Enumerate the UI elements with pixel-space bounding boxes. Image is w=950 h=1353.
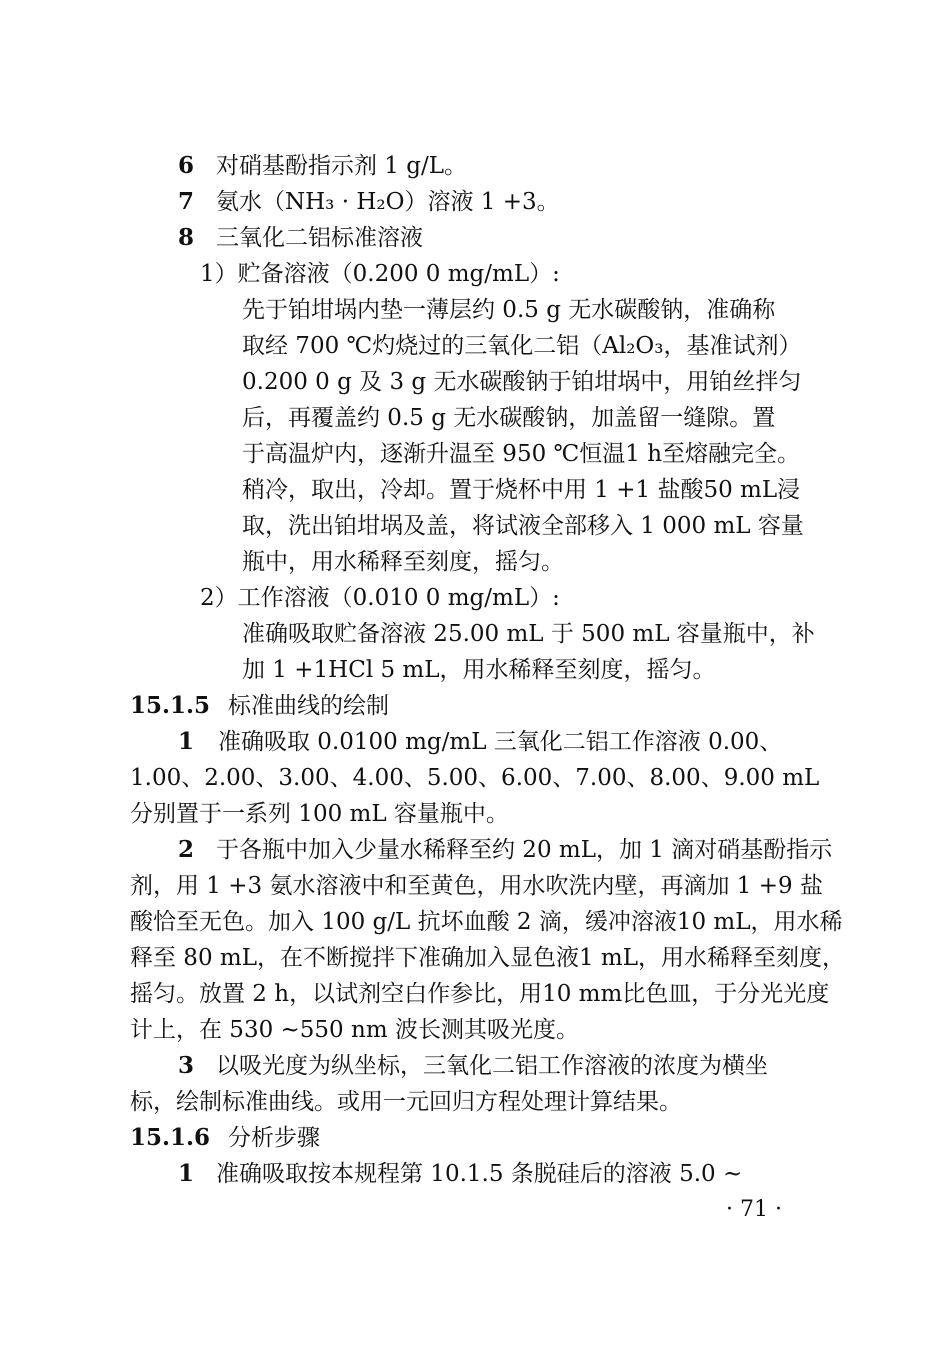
working-line: 加 1 +1HCl 5 mL，用水稀释至刻度，摇匀。 [242, 657, 716, 683]
step-text: 于各瓶中加入少量水稀释至约 20 mL，加 1 滴对硝基酚指示 [216, 837, 833, 863]
item-text: 三氧化二铝标准溶液 [216, 225, 423, 251]
item-number: 6 [178, 152, 195, 179]
paragraph-line: 酸恰至无色。加入 100 g/L 抗坏血酸 2 滴，缓冲溶液10 mL，用水稀 [130, 909, 843, 935]
stock-line: 稍冷，取出，冷却。置于烧杯中用 1 +1 盐酸50 mL浸 [242, 477, 801, 503]
paragraph-line: 1.00、2.00、3.00、4.00、5.00、6.00、7.00、8.00、9.00 mL [130, 765, 820, 791]
item-text: 对硝基酚指示剂 1 g/L。 [216, 153, 468, 179]
page-number: · 71 · [726, 1197, 782, 1222]
section-title: 标准曲线的绘制 [228, 693, 390, 719]
section-title: 分析步骤 [228, 1125, 321, 1151]
paragraph-line: 释至 80 mL，在不断搅拌下准确加入显色液1 mL，用水稀释至刻度， [130, 945, 845, 971]
item-text: 氨水（NH₃ · H₂O）溶液 1 +3。 [216, 189, 560, 215]
paragraph-first-line [178, 832, 832, 868]
step-text: 准确吸取按本规程第 10.1.5 条脱硅后的溶液 5.0 ~ [216, 1161, 743, 1187]
stock-line: 取，洗出铂坩埚及盖，将试液全部移入 1 000 mL 容量 [242, 513, 804, 539]
section-heading [130, 1120, 320, 1156]
list-item [178, 220, 423, 256]
working-line: 准确吸取贮备溶液 25.00 mL 于 500 mL 容量瓶中，补 [242, 621, 815, 647]
stock-line: 先于铂坩埚内垫一薄层约 0.5 g 无水碳酸钠，准确称 [242, 297, 776, 323]
paragraph-line: 剂，用 1 +3 氨水溶液中和至黄色，用水吹洗内壁，再滴加 1 +9 盐 [130, 873, 823, 899]
list-item [178, 148, 467, 184]
item-number: 8 [178, 224, 195, 251]
paragraph-line: 标，绘制标准曲线。或用一元回归方程处理计算结果。 [130, 1089, 682, 1115]
step-text: 以吸光度为纵坐标，三氧化二铝工作溶液的浓度为横坐 [216, 1053, 768, 1079]
stock-solution-heading: 1）贮备溶液（0.200 0 mg/mL）: [200, 261, 560, 287]
paragraph-line: 计上，在 530 ~550 nm 波长测其吸光度。 [130, 1017, 579, 1043]
paragraph-line: 分别置于一系列 100 mL 容量瓶中。 [130, 801, 509, 827]
stock-line: 0.200 0 g 及 3 g 无水碳酸钠于铂坩埚中，用铂丝拌匀 [242, 369, 802, 395]
stock-line: 取经 700 ℃灼烧过的三氧化二铝（Al₂O₃，基准试剂） [242, 333, 802, 359]
section-number: 15.1.6 [130, 1124, 211, 1151]
paragraph-first-line [178, 724, 782, 760]
stock-line: 后，再覆盖约 0.5 g 无水碳酸钠，加盖留一缝隙。置 [242, 405, 776, 431]
stock-line: 于高温炉内，逐渐升温至 950 ℃恒温1 h至熔融完全。 [242, 441, 801, 467]
stock-line: 瓶中，用水稀释至刻度，摇匀。 [242, 549, 564, 575]
paragraph-first-line [178, 1048, 768, 1084]
step-text: 准确吸取 0.0100 mg/mL 三氧化二铝工作溶液 0.00、 [218, 729, 783, 755]
item-number: 7 [178, 188, 195, 215]
step-number: 2 [178, 836, 195, 863]
step-number: 3 [178, 1052, 195, 1079]
section-number: 15.1.5 [130, 692, 211, 719]
step-number: 1 [178, 728, 195, 755]
list-item [178, 184, 560, 220]
paragraph-line: 摇匀。放置 2 h，以试剂空白作参比，用10 mm比色皿，于分光光度 [130, 981, 830, 1007]
working-solution-heading: 2）工作溶液（0.010 0 mg/mL）: [200, 585, 560, 611]
step-number: 1 [178, 1160, 195, 1187]
section-heading [130, 688, 389, 724]
paragraph-first-line [178, 1156, 742, 1192]
